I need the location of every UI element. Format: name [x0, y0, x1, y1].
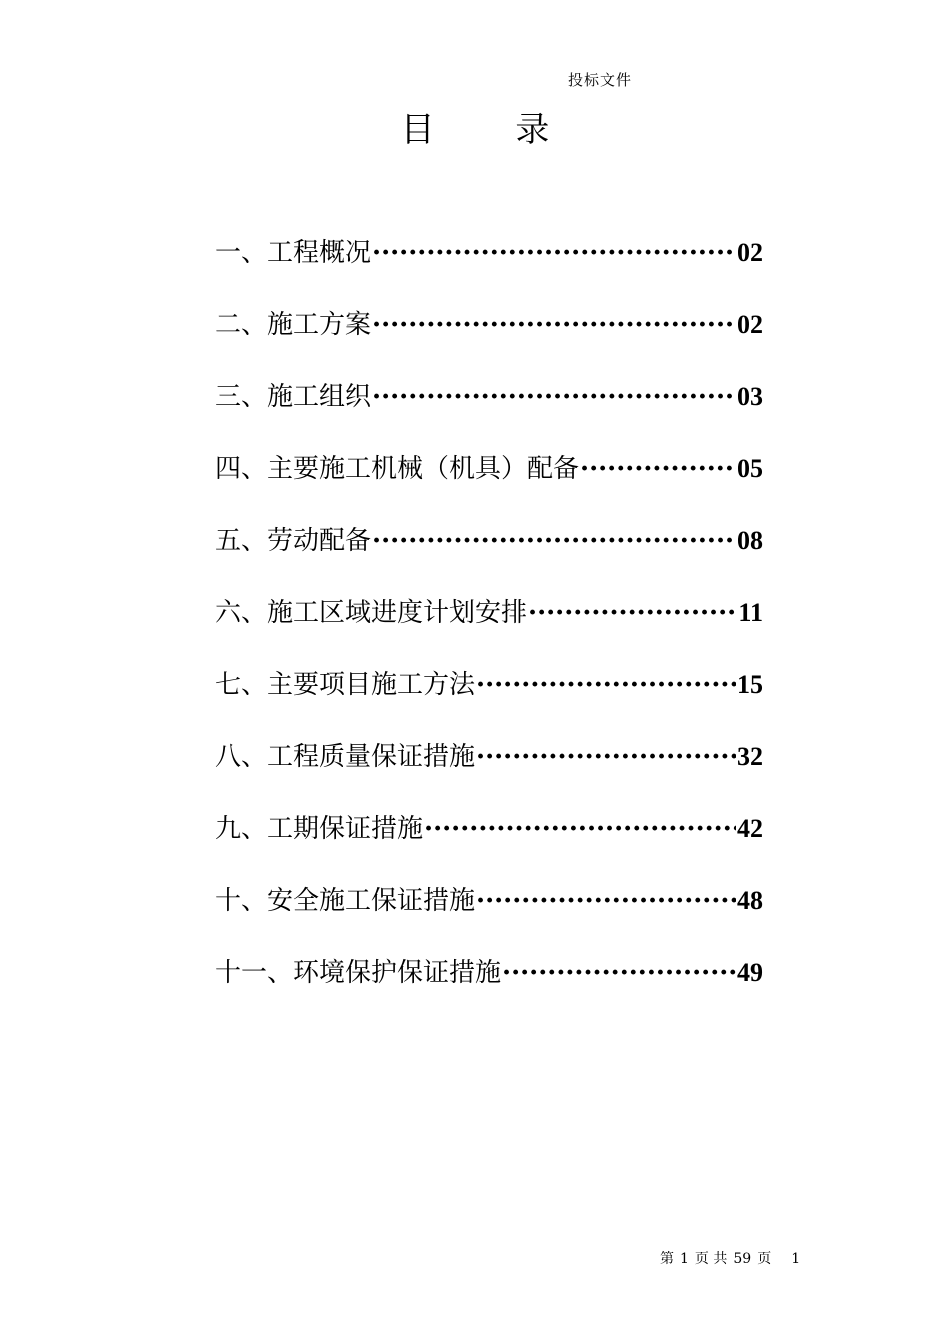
toc-entry-page: 08 [737, 526, 763, 555]
toc-entry-page: 02 [737, 310, 763, 339]
title-char-1: 目 [400, 110, 435, 150]
toc-leader-dots [372, 382, 736, 412]
toc-entry-label: 八、工程质量保证措施 [215, 742, 476, 772]
toc-entry-label: 七、主要项目施工方法 [215, 670, 476, 700]
toc-entry[interactable] [215, 232, 763, 304]
toc-entry-page: 49 [737, 958, 763, 987]
toc-entry-label: 五、劳动配备 [215, 526, 372, 556]
toc-entry-page: 42 [737, 814, 763, 843]
toc-entry-label: 十、安全施工保证措施 [215, 886, 476, 916]
toc-entry[interactable] [215, 448, 763, 520]
toc-leader-dots [502, 958, 736, 988]
document-header: 投标文件 [568, 71, 633, 89]
page-footer [660, 1248, 800, 1268]
toc-leader-dots [580, 454, 736, 484]
toc-entry[interactable] [215, 520, 763, 592]
toc-entry-page: 15 [737, 670, 763, 699]
toc-entry-page: 11 [738, 598, 763, 627]
footer-total-pages: 59 [733, 1251, 752, 1267]
footer-page-number: 1 [791, 1251, 801, 1267]
toc-entry-page: 05 [737, 454, 763, 483]
toc-entry-label: 一、工程概况 [215, 238, 372, 268]
table-of-contents [215, 232, 763, 1024]
toc-entry[interactable] [215, 952, 763, 1024]
toc-leader-dots [424, 814, 736, 844]
toc-entry-page: 32 [737, 742, 763, 771]
toc-leader-dots [372, 526, 736, 556]
toc-entry[interactable] [215, 880, 763, 952]
toc-leader-dots [476, 742, 736, 772]
footer-current-page: 1 [680, 1251, 689, 1267]
page-title [0, 102, 950, 151]
toc-entry-label: 九、工期保证措施 [215, 814, 424, 844]
toc-leader-dots [528, 598, 737, 628]
toc-entry-label: 十一、环境保护保证措施 [215, 958, 502, 988]
toc-leader-dots [372, 238, 736, 268]
toc-entry[interactable] [215, 736, 763, 808]
footer-suffix: 页 [757, 1251, 772, 1267]
toc-leader-dots [476, 670, 736, 700]
toc-entry-label: 三、施工组织 [215, 382, 372, 412]
footer-prefix: 第 [660, 1251, 674, 1267]
toc-entry-label: 六、施工区域进度计划安排 [215, 598, 528, 628]
toc-entry-page: 48 [737, 886, 763, 915]
toc-leader-dots [476, 886, 736, 916]
toc-leader-dots [372, 310, 736, 340]
toc-entry-label: 四、主要施工机械（机具）配备 [215, 454, 580, 484]
toc-entry-page: 03 [737, 382, 763, 411]
toc-entry-page: 02 [737, 238, 763, 267]
toc-entry[interactable] [215, 808, 763, 880]
footer-mid: 页 共 [694, 1251, 728, 1267]
title-char-2: 录 [515, 110, 550, 150]
toc-entry-label: 二、施工方案 [215, 310, 372, 340]
toc-entry[interactable] [215, 376, 763, 448]
toc-entry[interactable] [215, 664, 763, 736]
toc-entry[interactable] [215, 592, 763, 664]
toc-entry[interactable] [215, 304, 763, 376]
